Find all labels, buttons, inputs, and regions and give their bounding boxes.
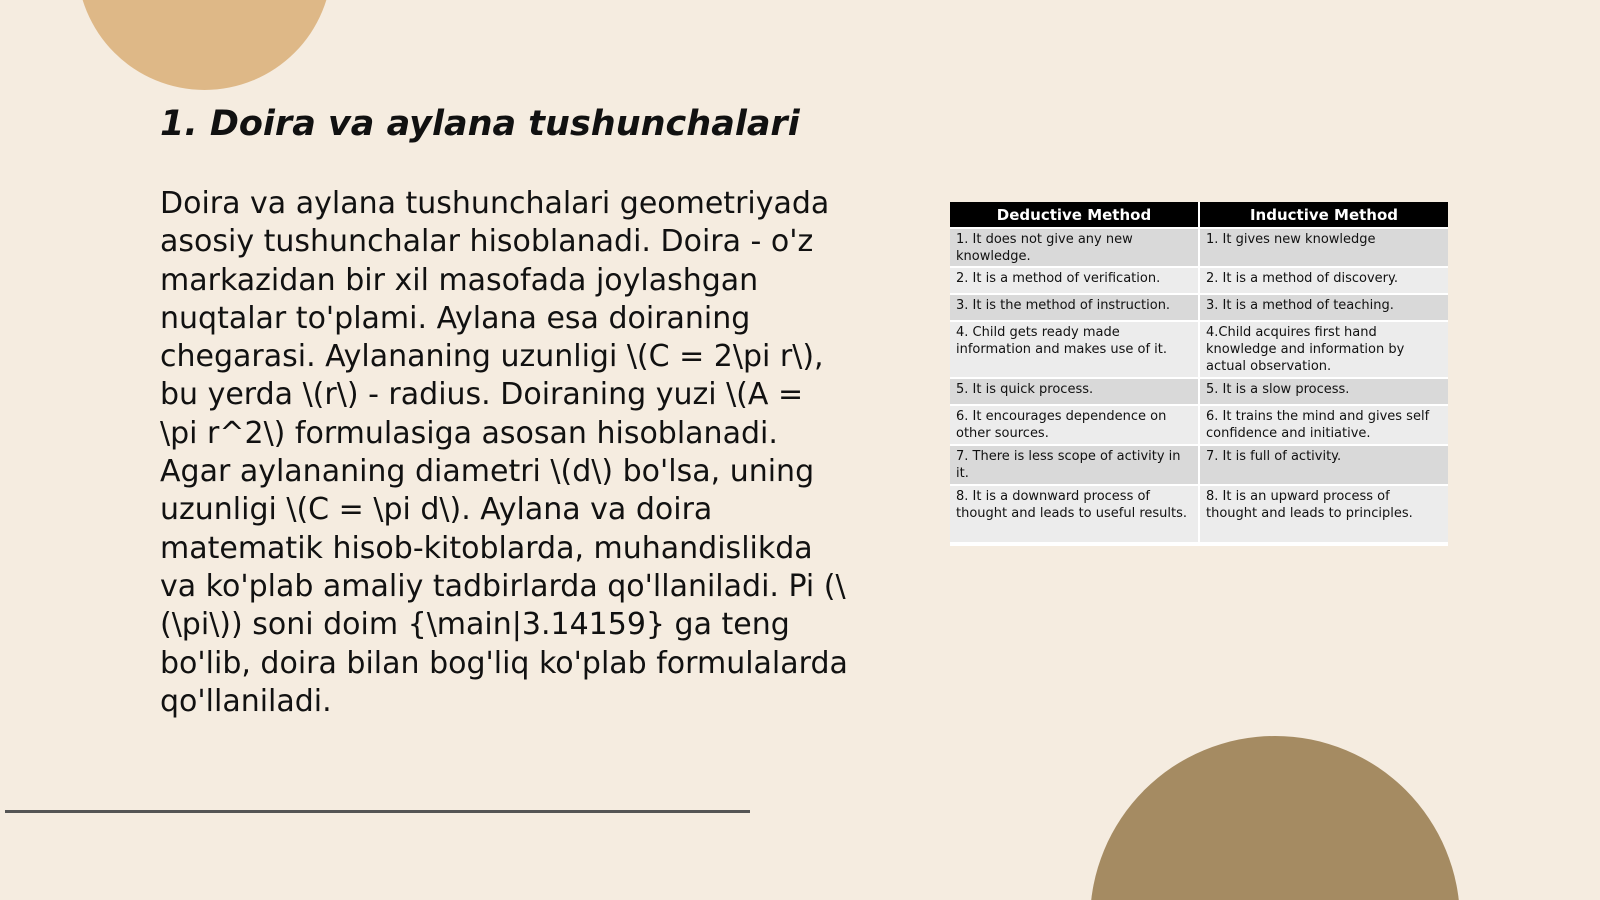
table-cell-inductive: 2. It is a method of discovery. (1199, 267, 1448, 294)
table-cell-deductive: 1. It does not give any new knowledge. (950, 228, 1199, 267)
table-cell-inductive: 4.Child acquires first hand knowledge and information by actual observation. (1199, 321, 1448, 378)
table-cell-inductive: 7. It is full of activity. (1199, 445, 1448, 485)
decorative-circle-top (77, 0, 332, 90)
table-row (950, 445, 1448, 485)
table-cell-inductive: 8. It is an upward process of thought and leads to principles. (1199, 485, 1448, 542)
table-row (950, 485, 1448, 542)
table-cell-deductive: 3. It is the method of instruction. (950, 294, 1199, 321)
table-cell-deductive: 4. Child gets ready made information and makes use of it. (950, 321, 1199, 378)
table-row (950, 267, 1448, 294)
table-cell-deductive: 5. It is quick process. (950, 378, 1199, 405)
table-row (950, 321, 1448, 378)
table-header-row (950, 202, 1448, 228)
table-cell-deductive: 6. It encourages dependence on other sources. (950, 405, 1199, 445)
table-row (950, 405, 1448, 445)
divider-line (5, 810, 750, 813)
table-cell-deductive: 2. It is a method of verification. (950, 267, 1199, 294)
slide-body-text: Doira va aylana tushunchalari geometriyada asosiy tushunchalar hisoblanadi. Doira - o'z markazidan bir xil masofada joylashgan nuqtalar to'plami. Aylana esa doiraning chegarasi. Aylananing uzunligi \(C = 2\pi r\), bu yerda \(r\) - radius. Doiraning yuzi \(A = \pi r^2\) formulasiga asosan hisoblanadi. Agar aylananing diametri \(d\) bo'lsa, uning uzunligi \(C = \pi d\). Aylana va doira matematik hisob-kitoblarda, muhandislikda va ko'plab amaliy tadbirlarda qo'llaniladi. Pi (\(\pi\)) soni doim {\main|3.14159} ga teng bo'lib, doira bilan bog'liq ko'plab formulalarda qo'llaniladi. (160, 186, 848, 719)
table-row (950, 294, 1448, 321)
header-inductive: Inductive Method (1199, 202, 1448, 228)
slide-title: 1. Doira va aylana tushunchalari (160, 104, 800, 144)
method-comparison-table (950, 202, 1448, 546)
table-cell-inductive: 1. It gives new knowledge (1199, 228, 1448, 267)
header-deductive: Deductive Method (950, 202, 1199, 228)
table-cell-inductive: 3. It is a method of teaching. (1199, 294, 1448, 321)
table-row (950, 228, 1448, 267)
table-cell-deductive: 8. It is a downward process of thought and leads to useful results. (950, 485, 1199, 542)
table-cell-deductive: 7. There is less scope of activity in it. (950, 445, 1199, 485)
table-row (950, 378, 1448, 405)
decorative-circle-bottom (1090, 736, 1460, 900)
table-cell-inductive: 6. It trains the mind and gives self confidence and initiative. (1199, 405, 1448, 445)
table-cell-inductive: 5. It is a slow process. (1199, 378, 1448, 405)
